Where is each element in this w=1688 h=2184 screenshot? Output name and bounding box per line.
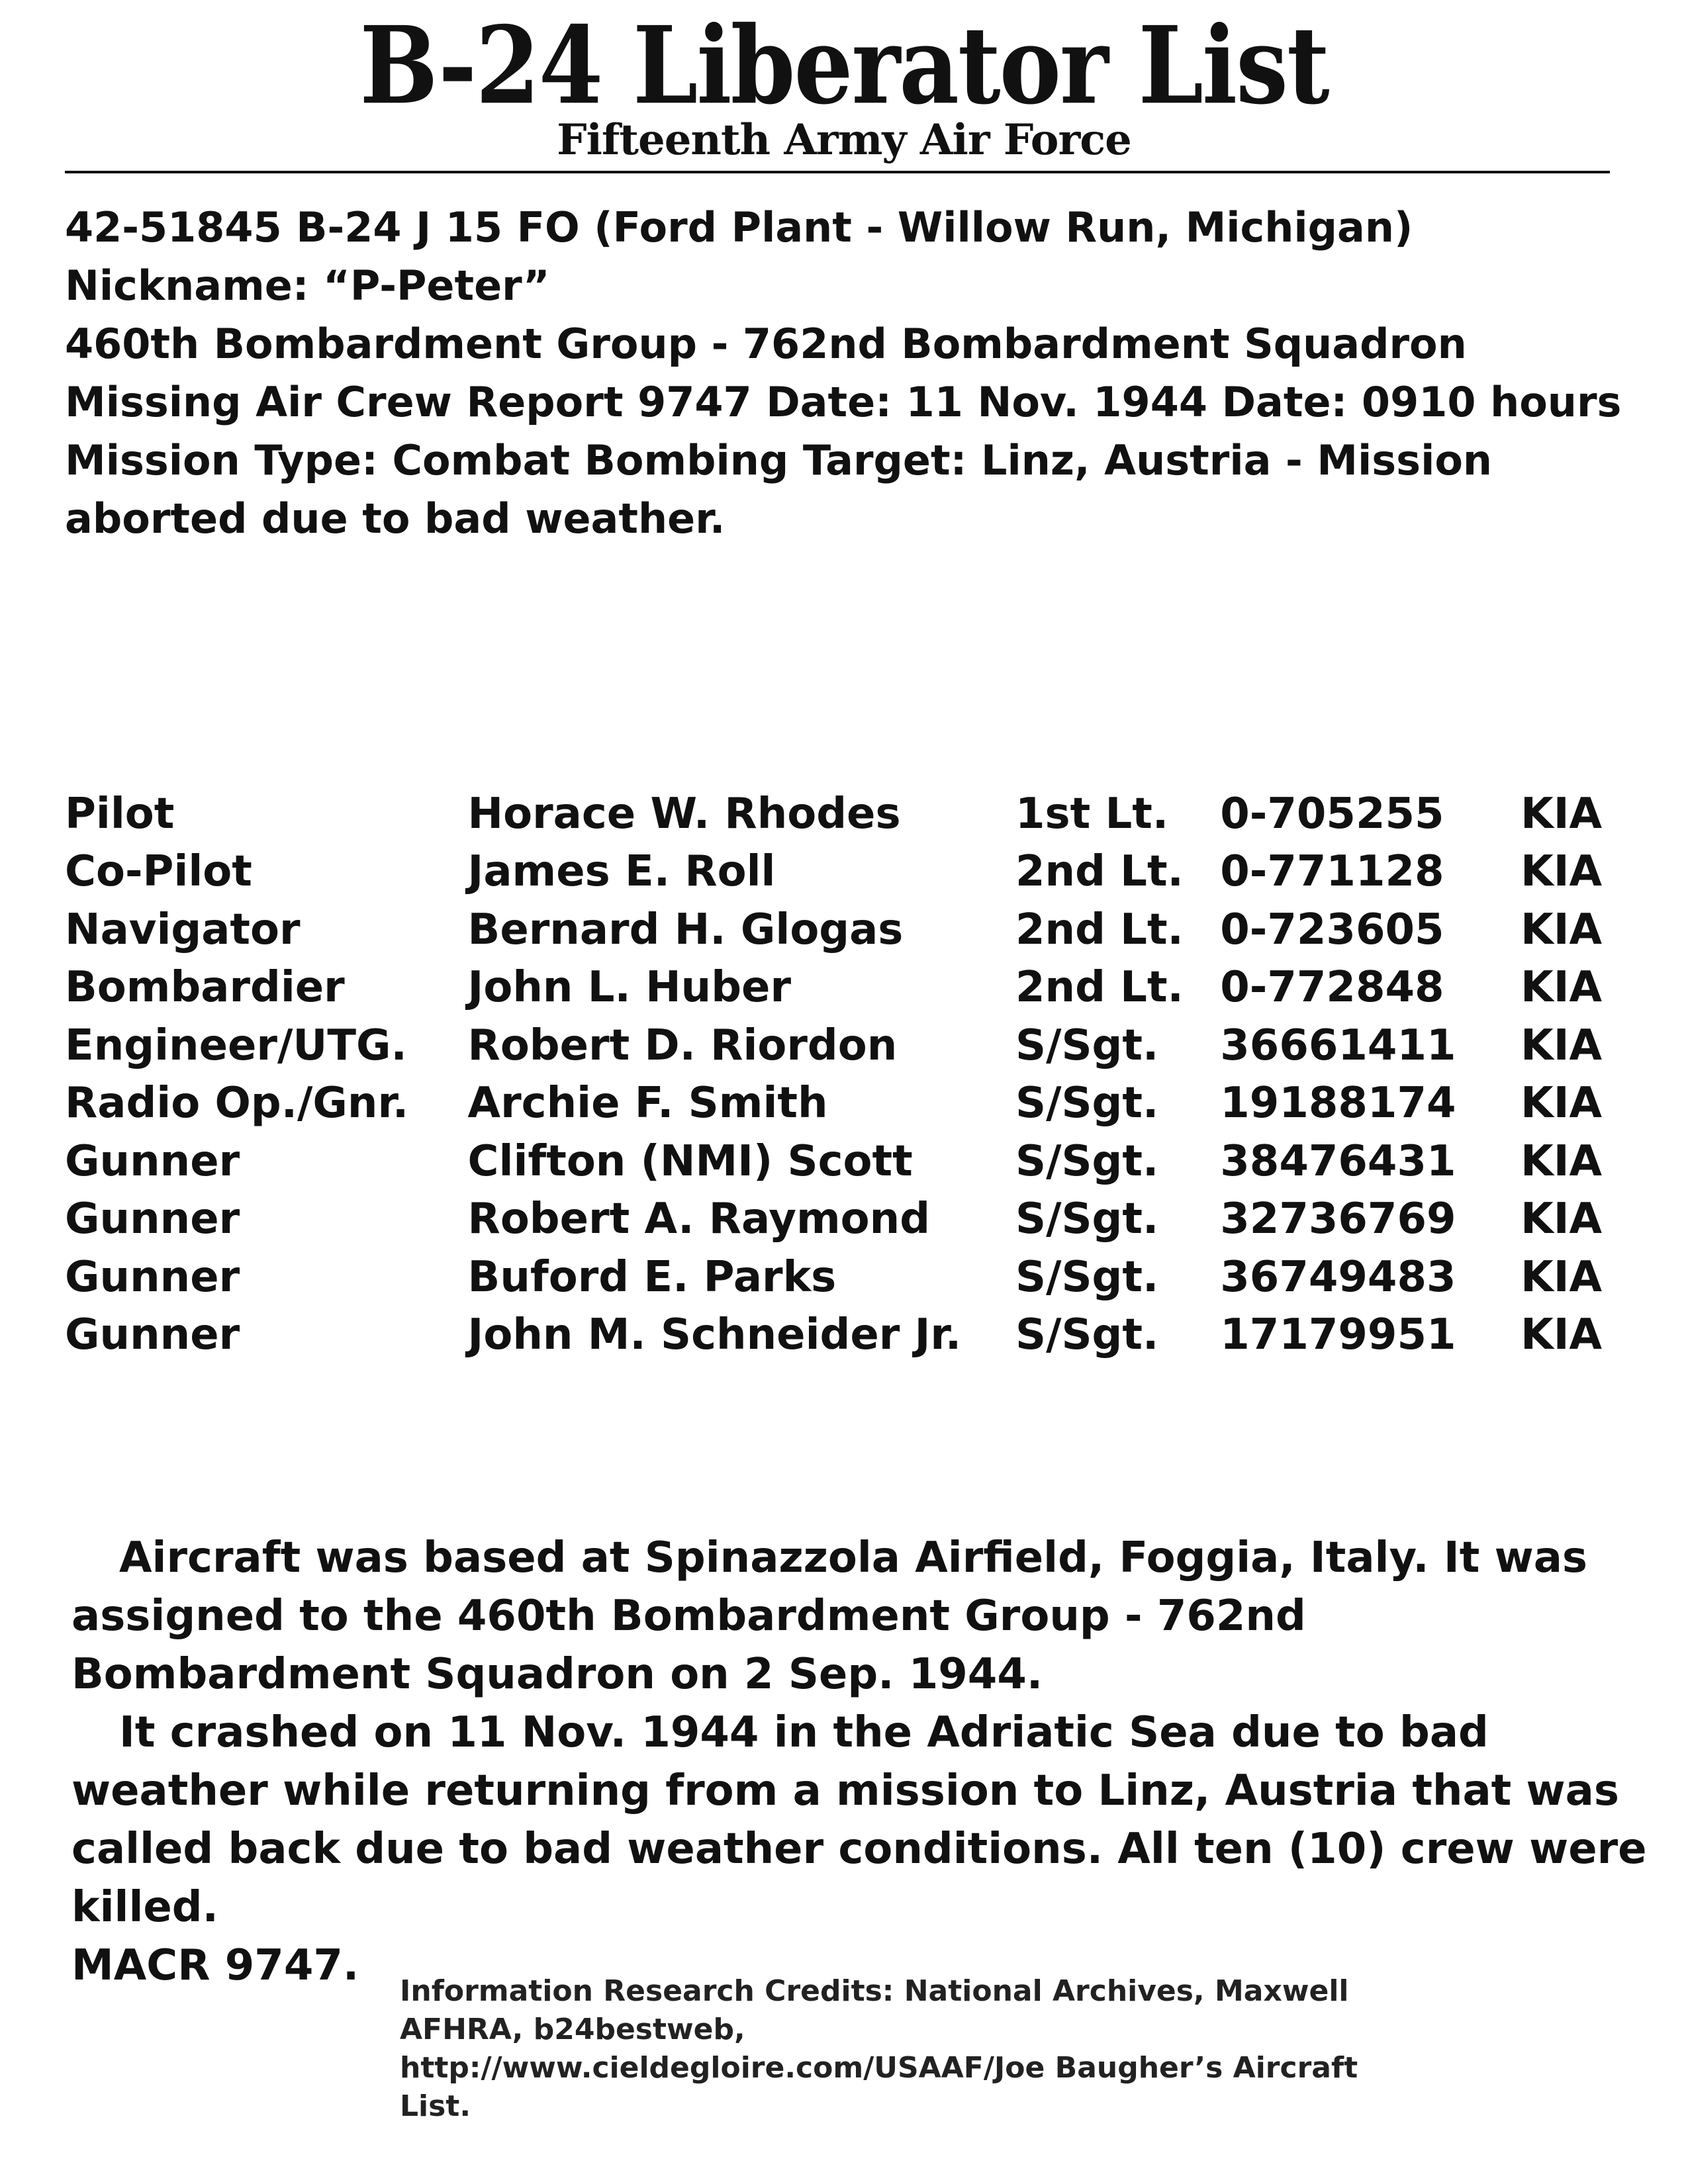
crew-serial: 36661411 xyxy=(1220,1021,1456,1070)
aircraft-serial-line: 42-51845 B-24 J 15 FO (Ford Plant - Willow Run, Michigan) xyxy=(65,203,1413,251)
aircraft-macr-line: Missing Air Crew Report 9747 Date: 11 Nov. 1944 Date: 0910 hours xyxy=(65,378,1622,426)
crew-role: Gunner xyxy=(65,1136,240,1186)
crew-status: KIA xyxy=(1521,1252,1603,1302)
crew-role: Bombardier xyxy=(65,963,345,1013)
crew-status: KIA xyxy=(1521,1195,1603,1244)
aircraft-nickname-line: Nickname: “P-Peter” xyxy=(65,261,550,310)
crew-name: John L. Huber xyxy=(467,963,791,1013)
crew-name: Buford E. Parks xyxy=(467,1252,837,1302)
crew-row xyxy=(65,959,1654,1017)
narrative xyxy=(71,1529,1647,1995)
crew-rank: S/Sgt. xyxy=(1015,1021,1159,1070)
crew-rank: 2nd Lt. xyxy=(1015,847,1184,897)
crew-rank: 2nd Lt. xyxy=(1015,963,1184,1013)
aircraft-mission-line: Mission Type: Combat Bombing Target: Linz, Austria - Mission aborted due to bad weather. xyxy=(65,436,1493,543)
crew-status: KIA xyxy=(1521,1021,1603,1070)
narrative-macr: MACR 9747. xyxy=(71,1941,359,1990)
crew-role: Engineer/UTG. xyxy=(65,1021,407,1070)
aircraft-group-line: 460th Bombardment Group - 762nd Bombardment Squadron xyxy=(65,320,1467,368)
crew-role: Gunner xyxy=(65,1252,240,1302)
page-subtitle: Fifteenth Army Air Force xyxy=(557,115,1131,165)
crew-row xyxy=(65,1191,1654,1249)
crew-status: KIA xyxy=(1521,847,1603,897)
crew-role: Navigator xyxy=(65,905,301,954)
crew-name: Archie F. Smith xyxy=(467,1079,828,1128)
crew-name: Robert D. Riordon xyxy=(467,1021,898,1070)
crew-role: Gunner xyxy=(65,1310,240,1360)
crew-serial: 0-723605 xyxy=(1220,905,1444,954)
crew-row xyxy=(65,843,1654,901)
crew-status: KIA xyxy=(1521,789,1603,839)
crew-row xyxy=(65,1248,1654,1306)
crew-row xyxy=(65,785,1654,843)
aircraft-details xyxy=(65,199,1667,548)
crew-status: KIA xyxy=(1521,963,1603,1013)
crew-rank: S/Sgt. xyxy=(1015,1195,1159,1244)
crew-status: KIA xyxy=(1521,1079,1603,1128)
crew-row xyxy=(65,1075,1654,1133)
crew-role: Pilot xyxy=(65,789,175,839)
crew-serial: 0-771128 xyxy=(1220,847,1444,897)
crew-name: James E. Roll xyxy=(467,847,776,897)
title-divider xyxy=(65,171,1610,173)
crew-table xyxy=(65,785,1654,1364)
crew-row xyxy=(65,1306,1654,1365)
crew-role: Gunner xyxy=(65,1195,240,1244)
research-credits: Information Research Credits: National Archives, Maxwell AFHRA, b24bestweb, http://www.cieldegloire.com/USAAF/Joe Baugher’s Aircraft List. xyxy=(400,1974,1358,2123)
crew-name: Horace W. Rhodes xyxy=(467,789,901,839)
crew-rank: S/Sgt. xyxy=(1015,1310,1159,1360)
crew-name: John M. Schneider Jr. xyxy=(467,1310,962,1360)
crew-name: Clifton (NMI) Scott xyxy=(467,1136,913,1186)
crew-status: KIA xyxy=(1521,905,1603,954)
crew-rank: S/Sgt. xyxy=(1015,1252,1159,1302)
crew-name: Robert A. Raymond xyxy=(467,1195,930,1244)
crew-serial: 36749483 xyxy=(1220,1252,1456,1302)
crew-serial: 0-705255 xyxy=(1220,789,1444,839)
crew-serial: 32736769 xyxy=(1220,1195,1456,1244)
crew-rank: S/Sgt. xyxy=(1015,1079,1159,1128)
crew-rank: 1st Lt. xyxy=(1015,789,1169,839)
crew-row xyxy=(65,1132,1654,1191)
crew-row xyxy=(65,1017,1654,1075)
page-title: B-24 Liberator List xyxy=(359,3,1329,129)
crew-rank: 2nd Lt. xyxy=(1015,905,1184,954)
crew-serial: 17179951 xyxy=(1220,1310,1456,1360)
narrative-paragraph-crash: It crashed on 11 Nov. 1944 in the Adriatic Sea due to bad weather while returning from a mission to Linz, Austria that was called back due to bad weather conditions. All ten (10) crew were killed. xyxy=(71,1708,1647,1932)
crew-serial: 38476431 xyxy=(1220,1136,1456,1186)
crew-serial: 0-772848 xyxy=(1220,963,1444,1013)
crew-name: Bernard H. Glogas xyxy=(467,905,904,954)
narrative-paragraph-base: Aircraft was based at Spinazzola Airfield, Foggia, Italy. It was assigned to the 460th Bombardment Group - 762nd Bombardment Squadron on 2 Sep. 1944. xyxy=(71,1533,1587,1699)
crew-rank: S/Sgt. xyxy=(1015,1136,1159,1186)
crew-status: KIA xyxy=(1521,1136,1603,1186)
crew-role: Co-Pilot xyxy=(65,847,252,897)
crew-role: Radio Op./Gnr. xyxy=(65,1079,409,1128)
crew-row xyxy=(65,901,1654,959)
crew-serial: 19188174 xyxy=(1220,1079,1456,1128)
crew-status: KIA xyxy=(1521,1310,1603,1360)
